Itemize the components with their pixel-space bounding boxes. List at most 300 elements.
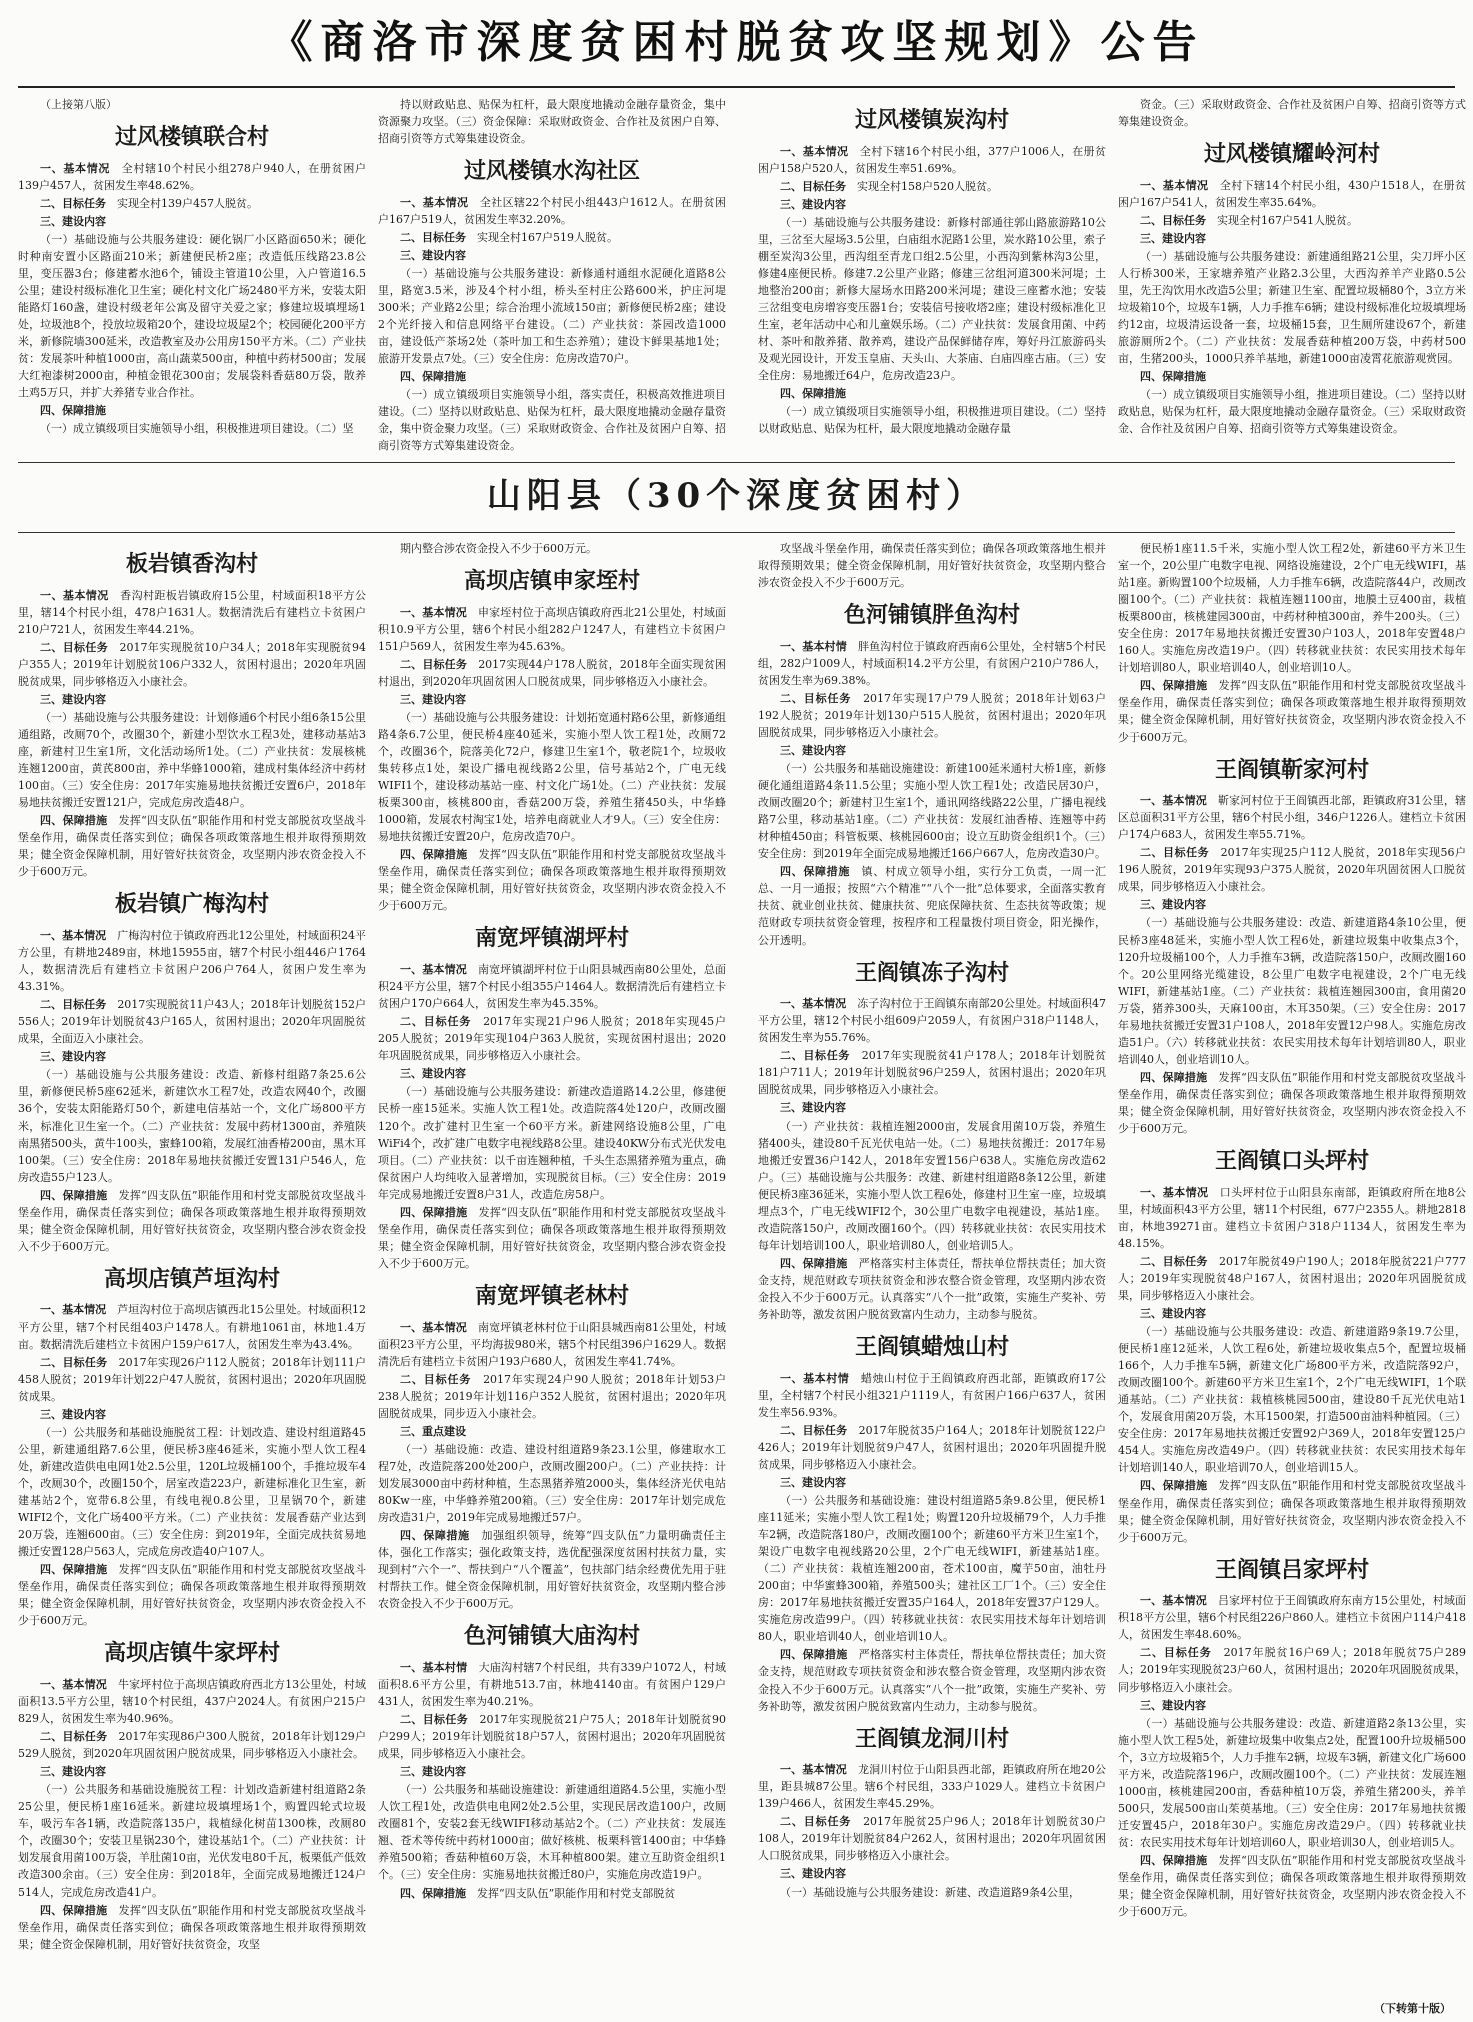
subheading: 三、建设内容	[1140, 1307, 1206, 1321]
subheading: 一、基本情况	[1140, 794, 1207, 808]
paragraph-text: 2017年实现脱贫10户34人；2018年实现脱贫94户355人；2019年计划脱贫106户332人，贫困村退出；2020年巩固脱贫成果，同步够格迈入小康社会。	[18, 640, 366, 688]
subheading: 四、保障措施	[400, 1886, 466, 1900]
paragraph-text: 攻坚战斗堡垒作用，确保责任落实到位；确保各项政策落地生根并取得预期效果；健全资金保障机制，用好管好扶贫资金，攻坚期内整合涉农资金投入不少于600万元。	[758, 542, 1106, 590]
body-paragraph	[1118, 248, 1466, 367]
body-paragraph	[18, 1424, 366, 1560]
body-paragraph	[378, 1441, 726, 1526]
subheading: 三、建设内容	[40, 1407, 106, 1421]
subheading: 三、建设内容	[780, 744, 846, 758]
body-paragraph	[378, 1083, 726, 1202]
top-column-3	[758, 96, 1106, 456]
body-paragraph	[758, 1884, 1106, 1901]
article-body	[758, 106, 1106, 437]
section-paragraph	[18, 1301, 366, 1352]
section-paragraph	[18, 213, 366, 230]
section-paragraph	[758, 1047, 1106, 1098]
subheading: 二、目标任务	[400, 1015, 472, 1029]
paragraph-text: 发挥“四支队伍”职能作用和村党支部脱贫	[477, 1886, 676, 1900]
subheading: 三、建设内容	[1140, 1698, 1206, 1712]
subheading: 二、目标任务	[780, 1815, 852, 1829]
body-paragraph	[378, 386, 726, 454]
paragraph-text: 发挥“四支队伍”职能作用和村党支部脱贫攻坚战斗堡垒作用，确保责任落实到位；确保各项政策落地生根并取得预期效果；健全资金保障机制，用好管好扶贫资金，攻坚期内涉农资金投入不少于600万元。	[378, 848, 726, 913]
paragraph-text: 实现全村139户457人脱贫。	[117, 196, 258, 210]
section-paragraph	[378, 961, 726, 1012]
section-paragraph	[18, 1187, 366, 1255]
paragraph-text: （一）基础设施与公共服务建设：计划拓宽通村路6公里，新修通组路4条6.7公里，便民桥4座40延米，实施小型人饮工程1处，改厕72个，改圈36个，院落美化72户，修建卫生室1个，敬老院1个，垃圾收集转移点1处，架设广播电视线路2公里，信号基站2个，广电无线WIFI1个，建设移动基站一座、村文化广场1处。（二）产业扶贫：发展板栗300亩，核桃800亩，香菇200万袋，养殖生猪450头，中华蜂1000箱，发展农村淘宝1处，培养电商就业人才9人。（三）安全住房：易地扶贫搬迁安置20户，危房改造70户。	[378, 710, 726, 844]
subheading: 三、建设内容	[400, 692, 466, 706]
paragraph-text: 2017年脱贫16户69人；2018年脱贫75户289人；2019年实现脱贫23户60人，贫困村退出；2020年巩固脱贫成果，同步够格迈入小康社会。	[1118, 1646, 1466, 1694]
section-rule-bottom	[18, 532, 1455, 533]
section-paragraph	[378, 1711, 726, 1762]
body-paragraph	[378, 265, 726, 367]
section-paragraph	[378, 1659, 726, 1710]
paragraph-text: 发挥“四支队伍”职能作用和村党支部脱贫攻坚战斗堡垒作用，确保责任落实到位；确保各项政策落地生根并取得预期效果；健全资金保障机制，用好管好扶贫资金，攻坚期内整合涉农资金投入不少于600万元。	[18, 1188, 366, 1253]
subheading: 四、保障措施	[40, 1563, 108, 1577]
subheading: 二、目标任务	[40, 998, 107, 1012]
section-paragraph	[18, 1728, 366, 1762]
subheading: 三、建设内容	[780, 1867, 846, 1881]
section-paragraph	[378, 1885, 726, 1902]
section-paragraph	[1118, 1069, 1466, 1137]
section-paragraph	[18, 1561, 366, 1629]
section-paragraph	[18, 639, 366, 690]
section-paragraph	[1118, 1305, 1466, 1322]
section-paragraph	[378, 1527, 726, 1612]
section-paragraph	[378, 1371, 726, 1422]
paragraph-text: 2017年实现24户90人脱贫；2018年计划53户238人脱贫；2019年计划116户352人脱贫，贫困村退出；2020年巩固脱贫成果，同步迈入小康社会。	[378, 1372, 726, 1420]
subheading: 一、基本村情	[780, 639, 847, 653]
body-paragraph	[1118, 1715, 1466, 1851]
subheading: 一、基本情况	[40, 928, 107, 942]
section-paragraph	[758, 1865, 1106, 1882]
paragraph-text: （一）基础设施与公共服务建设：改造、新修村组路7条25.6公里，新修便民桥5座62延米，新建饮水工程7处，改造农网40个，改圈36个，安装太阳能路灯50个，新建电信基站一个，文化广场800平方米，标准化卫生室一个。（二）产业扶贫：发展中药材1300亩，养殖陕南黑猪500头，黄牛100头，蜜蜂100箱，发展红油香椿200亩，黑木耳100架。（三）安全住房：2018年易地扶贫搬迁安置131户546人，危房改造55户123人。	[18, 1068, 366, 1184]
section-paragraph	[1118, 677, 1466, 745]
section-paragraph	[758, 995, 1106, 1046]
section-paragraph	[378, 368, 726, 385]
paragraph-text: （一）成立镇级项目实施领导小组，积极推进项目建设。（二）坚持以财政贴息、贴保为杠杆，最大限度地撬动金融存量	[758, 405, 1106, 436]
subheading: 一、基本情况	[780, 144, 849, 158]
paragraph-text: 发挥“四支队伍”职能作用和村党支部脱贫攻坚战斗堡垒作用，确保责任落实到位；确保各项政策落地生根并取得预期效果；健全资金保障机制，用好管好扶贫资金，攻坚期内涉农资金投入不少于600万元。	[18, 1563, 366, 1628]
top-column-4	[1118, 96, 1466, 456]
subheading: 二、目标任务	[1140, 1646, 1212, 1660]
article-body	[18, 123, 366, 437]
section-paragraph	[378, 1763, 726, 1780]
village-heading: 王阎镇靳家河村	[1214, 756, 1369, 783]
body-paragraph	[758, 1118, 1106, 1254]
paragraph-text: 加强组织领导，统筹“四支队伍”力量明确责任主体，强化工作落实；强化政策支持，选优配强深度贫困村扶贫力量，实现到村“六个一”、帮扶到户“八个覆盖”，包扶部门结余经费优先用于驻村帮扶工作。健全资金保障机制，用好管好扶贫资金，攻坚期内整合涉农资金投入不少于600万元。	[378, 1529, 726, 1611]
subheading: 四、保障措施	[780, 865, 850, 879]
paragraph-text: （一）基础设施与公共服务建设：计划修通6个村民小组6条15公里通组路，改厕70个，改圈30个，新建小型饮水工程3处，建移动基站3座，新建村卫生室1所，文化活动场所1处。（二）产业扶贫：发展核桃连翘1200亩，黄芪800亩，养中华蜂1000箱，建成村集体经济中药材100亩。（三）安全住房：2017年实施易地扶贫搬迁安置6户，2018年易地扶贫搬迁安置121户，完成危房改造48户。	[18, 710, 366, 810]
section-paragraph	[1118, 177, 1466, 211]
section-paragraph	[18, 1902, 366, 1953]
subheading: 四、保障措施	[1140, 1070, 1208, 1084]
subheading: 二、目标任务	[780, 179, 846, 193]
paragraph-text: 靳家河村位于王阎镇西北部，距镇政府31公里，辖区总面积31平方公里，辖6个村民小组，346户1226人。建档立卡贫困户174户683人，贫困发生率55.71%。	[1118, 794, 1466, 842]
subheading: 四、保障措施	[780, 1648, 848, 1662]
section-paragraph	[758, 1761, 1106, 1812]
subheading: 三、建设内容	[780, 1101, 846, 1115]
bottom-column-2	[378, 540, 726, 2010]
subheading: 一、基本情况	[400, 195, 469, 209]
subheading: 三、建设内容	[400, 1067, 466, 1081]
subheading: 一、基本情况	[1140, 178, 1209, 192]
paragraph-text: 镇、村成立领导小组，实行分工负责，一周一汇总、一月一通报；按照“六个精准”“八个一批”总体要求，全面落实教育扶贫、就业创业扶贫、健康扶贫、兜底保障扶贫、生态扶贫等政策；规范财政专项扶贫资金管理，按程序和工程量拨付项目资金，阳光操作，公开透明。	[758, 865, 1106, 947]
paragraph-text: 冻子沟村位于王阎镇东南部20公里处。村域面积47平方公里，辖12个村民小组609户2059人，有贫困户318户1148人，贫困发生率为55.76%。	[758, 997, 1106, 1045]
section-paragraph	[18, 1676, 366, 1727]
village-heading: 南宽坪镇老林村	[474, 1282, 629, 1309]
article-body	[378, 96, 726, 454]
subheading: 三、重点建设	[400, 1424, 466, 1438]
subheading: 二、目标任务	[1140, 1254, 1208, 1268]
paragraph-text: 持以财政贴息、贴保为杠杆，最大限度地撬动金融存量资金，集中资源聚力攻坚。（三）资金保障：采取财政资金、合作社及贫困户自筹、招商引资等方式筹集建设资金。	[378, 98, 726, 146]
paragraph-text: 发挥“四支队伍”职能作用和村党支部脱贫攻坚战斗堡垒作用，确保责任落实到位；确保各项政策落地生根并取得预期效果；健全资金保障机制，用好管好扶贫资金，攻坚	[18, 1903, 366, 1951]
masthead-title: 《商洛市深度贫困村脱贫攻坚规划》公告	[268, 17, 1205, 68]
subheading: 二、目标任务	[40, 196, 106, 210]
section-paragraph	[378, 1319, 726, 1370]
article-body	[378, 540, 726, 1902]
section-paragraph	[1118, 368, 1466, 385]
bottom-column-1	[18, 540, 366, 2010]
continued-from-note: （上接第八版）	[40, 98, 117, 111]
paragraph-text: （一）基础设施与公共服务建设：新建、改造道路9条4公里，	[780, 1885, 1080, 1899]
article-body	[758, 540, 1106, 1901]
paragraph-text: 2017年脱贫49户190人；2018年脱贫221户777人；2019年实现脱贫48户167人，贫困村退出；2020年巩固脱贫成果，同步够格迈入小康社会。	[1118, 1254, 1466, 1302]
subheading: 四、保障措施	[400, 370, 466, 384]
village-heading: 板岩镇香沟村	[125, 551, 258, 577]
paragraph-text: 申家垤村位于高坝店镇政府西北21公里处，村域面积10.9平方公里，辖6个村民小组282户1247人，有建档立卡贫困户151户569人，贫困发生率为45.63%。	[378, 605, 726, 653]
section-paragraph	[18, 927, 366, 995]
paragraph-text: （一）成立镇级项目实施领导小组，落实责任，积极高效推进项目建设。（二）坚持以财政贴息、贴保为杠杆，最大限度地撬动金融存量资金，集中资金聚力攻坚。（三）采取财政资金、合作社及贫困户自筹、招商引资等方式筹集建设资金。	[378, 388, 726, 453]
paragraph-text: 发挥“四支队伍”职能作用和村党支部脱贫攻坚战斗堡垒作用，确保责任落实到位；确保各项政策落地生根并取得预期效果；健全资金保障机制，用好管好扶贫资金，攻坚期内涉农资金投入不少于600万元。	[1118, 679, 1466, 744]
paragraph-text: 全村辖10个村民小组278户940人，在册贫困户139户457人，贫困发生率48.62%。	[18, 161, 366, 192]
subheading: 一、基本情况	[400, 1320, 467, 1334]
body-paragraph	[378, 709, 726, 845]
section-paragraph	[1118, 1477, 1466, 1545]
subheading: 四、保障措施	[400, 1205, 468, 1219]
subheading: 一、基本情况	[40, 588, 109, 602]
village-heading: 过风楼镇炭沟村	[854, 107, 1009, 133]
paragraph-text: 蜡烛山村位于王阎镇政府西北部，距镇政府17公里，全村辖7个村民小组321户1119人，有贫困户166户637人，贫困发生率56.93%。	[758, 1371, 1106, 1419]
section-paragraph	[1118, 1697, 1466, 1714]
section-paragraph	[18, 1406, 366, 1423]
top-column-1	[18, 96, 366, 456]
section-paragraph	[378, 229, 726, 246]
village-heading: 南宽坪镇湖坪村	[474, 925, 629, 952]
article-body	[18, 550, 366, 1953]
subheading: 四、保障措施	[400, 1529, 470, 1543]
body-paragraph	[758, 540, 1106, 591]
paragraph-text: 2017年实现脱贫41户178人；2018年计划脱贫181户711人；2019年计划脱贫96户259人，贫困村退出；2020年巩固脱贫成果，同步够格迈入小康社会。	[758, 1049, 1106, 1097]
subheading: 三、建设内容	[40, 692, 106, 706]
subheading: 一、基本村情	[400, 1660, 468, 1674]
section-paragraph	[378, 1204, 726, 1272]
paragraph-text: 2017年脱贫25户96人；2018年计划脱贫30户108人，2019年计划脱贫84户262人，贫困村退出；2020年巩固贫困人口脱贫成果，同步够格迈入小康社会。	[758, 1815, 1106, 1863]
subheading: 三、建设内容	[40, 1765, 106, 1779]
subheading: 四、保障措施	[40, 1903, 108, 1917]
paragraph-text: 便民桥1座11.5千米，实施小型人饮工程2处，新建60平方米卫生室一个，20公里广电数字电视、网络设施建设，2个广电无线WIFI，基站1座。新购置100个垃圾桶，人力手推车6辆，改造院落44户，改厕改圈100个。（二）产业扶贫：栽植连翘1100亩，地膜土豆400亩，栽植板栗800亩，核桃建园300亩，中药材种植300亩，养牛200头。（三）安全住房：2017年易地扶贫搬迁安置30户103人，2018年安置48户160人。实施危房改造19户。（四）转移就业扶贫：农民实用技术每年计划培训80人，职业培训40人，创业培训10人。	[1118, 542, 1466, 675]
subheading: 三、建设内容	[40, 1050, 106, 1064]
paragraph-text: （一）公共服务和基础设施：建设村组道路5条9.8公里，便民桥1座11延米；实施小型人饮工程1处；购置120升垃圾桶79个，人力手推车2辆，改造院落180户，改厕改圈100个；新建60平方米卫生室1个，架设广电数字电视线路20公里，2个广电无线WIFI，新建基站1座。（二）产业扶贫：栽植连翘200亩，苍术100亩，魔芋50亩，油牡丹200亩；中华蜜蜂300箱，养殖500头；建社区工厂1个。（三）安全住房：2017年易地扶贫搬迁安置35户164人，2018年安置37户129人。实施危房改造99户。（四）转移就业扶贫：农民实用技术每年计划培训80人，职业培训40人，创业培训10人。	[758, 1493, 1106, 1644]
body-paragraph	[18, 709, 366, 811]
section-paragraph	[378, 691, 726, 708]
subheading: 三、建设内容	[780, 197, 846, 211]
paragraph-text: 牛家坪村位于高坝店镇政府西北方13公里处，村域面积13.5平方公里，辖10个村民组，437户2024人。有贫困户215户829人，贫困发生率为40.96%。	[18, 1677, 366, 1726]
body-paragraph	[758, 214, 1106, 384]
village-heading: 色河铺镇大庙沟村	[463, 1623, 640, 1650]
paragraph-text: （一）基础设施与公共服务建设：新修通村通组水泥硬化道路8公里，路宽3.5米，涉及4个村小组，桥头至村庄公路600米，护庄河堤300米；产业路2公里；综合治理小流域150亩；新修便民桥2座；建设2个光纤接入和信息网络平台建设。（二）产业扶贫：茶园改造1000亩，建设低产茶场2处（茶叶加工和生态养殖）；建设卞鲜果基地1处；旅游开发景点7处。（三）安全住房：危房改造70户。	[378, 266, 726, 366]
body-paragraph	[758, 403, 1106, 437]
paragraph-text: 2017年实现17户79人脱贫；2018年计划63户192人脱贫；2019年计划130户515人脱贫，贫困村退出；2020年巩固脱贫成果，同步够格迈入小康社会。	[758, 691, 1106, 739]
paragraph-text: 广梅沟村位于镇政府西北12公里处，村域面积24平方公里，有耕地2489亩，林地15955亩，辖7个村民小组446户1764人，数据清洗后有建档立卡贫困户206户764人，贫困户发生率为43.31%。	[18, 928, 366, 994]
section-paragraph	[758, 1370, 1106, 1421]
section-paragraph	[758, 178, 1106, 195]
paragraph-text: （一）成立镇级项目实施领导小组，积极推进项目建设。（二）坚	[40, 422, 354, 436]
body-paragraph	[378, 540, 726, 557]
paragraph-text: 2017年实现25户112人脱贫，2018年实现56户196人脱贫，2019年实现93户375人脱贫，2020年巩固贫困人口脱贫成果，同步够格迈入小康社会。	[1118, 846, 1466, 894]
body-paragraph	[378, 1781, 726, 1883]
village-heading: 高坝店镇申家垤村	[463, 568, 640, 595]
paragraph-text: （一）公共服务和基础设施建设：新建通组道路4.5公里，实施小型人饮工程1处，改造供电电网2处2.5公里，实现民居改造100户，改厕改圈81个，安装2套无线WIFI移动基站2个。（二）产业扶贫：发展连翘、苍术等传统中药材1000亩；做好核桃、板栗科管1400亩；中华蜂养殖500箱；香菇种植60万袋，木耳种植800架。建立互助资金组织1个。（三）安全住房：实施易地扶贫搬迁80户，实施危房改造19户。	[378, 1783, 726, 1882]
body-paragraph	[18, 420, 366, 437]
section-paragraph	[1118, 212, 1466, 229]
section-paragraph	[378, 247, 726, 264]
paragraph-text: 发挥“四支队伍”职能作用和村党支部脱贫攻坚战斗堡垒作用，确保责任落实到位；确保各项政策落地生根并取得预期效果；健全资金保障机制，用好管好扶贫资金，攻坚期内涉农资金投入不少于600万元。	[1118, 1853, 1466, 1919]
section-paragraph	[378, 1065, 726, 1082]
section-paragraph	[758, 690, 1106, 741]
subheading: 二、目标任务	[780, 1423, 848, 1437]
subheading: 二、目标任务	[40, 1355, 108, 1369]
paragraph-text: （一）基础设施与公共服务建设：改造、新建道路2条13公里，实施小型人饮工程5处，新建垃圾集中收集点2处，配置100升垃圾桶500个，3立方垃圾箱5个，人力手推车2辆，垃圾车3辆，新建文化广场600平方米，改造院落196户，改厕改圈100个。（二）产业扶贫：发展连翘1000亩，核桃建园200亩，香菇种植10万袋，养殖生猪200头，养羊500只，发展500亩山茱萸基地。（三）安全住房：2017年易地扶贫搬迁安置45户，2018年30户。实施危房改造29户。（四）转移就业扶贫：农民实用技术每年计划培训60人，职业培训30人，创业培训5人。	[1118, 1716, 1466, 1849]
section-paragraph	[758, 638, 1106, 689]
village-heading: 王阎镇龙洞川村	[854, 1725, 1009, 1752]
top-column-2	[378, 96, 726, 456]
village-heading: 过风楼镇水沟社区	[463, 158, 640, 185]
paragraph-text: 2017实现44户178人脱贫，2018年全面实现贫困村退出，到2020年巩固贫困人口脱贫成果，同步够格迈入小康社会。	[378, 657, 726, 688]
subheading: 一、基本情况	[40, 1677, 107, 1691]
section-paragraph	[378, 1013, 726, 1064]
section-paragraph	[18, 160, 366, 194]
section-paragraph	[378, 656, 726, 690]
paragraph-text: （一）基础设施与公共服务建设：改造、新建道路9条19.7公里，便民桥1座12延米，人饮工程6处，新建垃圾收集点5个，配置垃圾桶166个，人力手推车5辆，新建文化广场800平方米，改造院落92户，改厕改圈100个。新建60平方米卫生室1个，2个广电无线WIFI，1个联通基站。（二）产业扶贫：栽植核桃园500亩，建设80千瓦光伏电站1个，发展食用菌20万袋，木耳1500架，打造500亩油料种植园。（三）安全住房：2017年易地扶贫搬迁安置92户369人，2018年安置125户454人。实施危房改造49户。（四）转移就业扶贫：农民实用技术每年计划培训140人，职业培训70人，创业培训15人。	[1118, 1325, 1466, 1475]
body-paragraph	[758, 1492, 1106, 1645]
article-body	[1118, 540, 1466, 1920]
paragraph-text: 发挥“四支队伍”职能作用和村党支部脱贫攻坚战斗堡垒作用，确保责任落实到位；确保各项政策落地生根并取得预期效果；健全资金保障机制，用好管好扶贫资金，攻坚期内整合涉农资金投入不少于600万元。	[378, 1205, 726, 1270]
section-paragraph	[18, 1048, 366, 1065]
paragraph-text: 发挥“四支队伍”职能作用和村党支部脱贫攻坚战斗堡垒作用，确保责任落实到位；确保各项政策落地生根并取得预期效果；健全资金保障机制，用好管好扶贫资金，攻坚期内涉农资金投入不少于600万元。	[18, 814, 366, 879]
subheading: 一、基本情况	[1140, 1185, 1209, 1199]
section-paragraph	[758, 143, 1106, 177]
section-paragraph	[18, 1763, 366, 1780]
body-paragraph	[1118, 96, 1466, 130]
body-paragraph	[758, 760, 1106, 862]
subheading: 一、基本情况	[40, 161, 111, 175]
section-paragraph	[758, 1255, 1106, 1323]
paragraph-text: 严格落实村主体责任，帮扶单位帮扶责任；加大资金支持，规范财政专项扶贫资金和涉农整合资金管理，攻坚期内涉农资金投入不少于600万元。认真落实“八个一批”政策，实施生产奖补、劳务补助等，激发贫困户脱贫致富内生动力，主动参与脱贫。	[758, 1648, 1106, 1713]
village-heading: 过风楼镇耀岭河村	[1203, 141, 1380, 168]
paragraph-text: 2017年脱贫35户164人；2018年计划脱贫122户426人；2019年计划脱贫9户47人，贫困村退出；2020年巩固提升脱贫成果，同步够格迈入小康社会。	[758, 1423, 1106, 1471]
paragraph-text: 实现全村167户519人脱贫。	[477, 230, 618, 244]
section-rule-top	[18, 462, 1455, 463]
section-paragraph	[1118, 896, 1466, 913]
section-paragraph	[1118, 844, 1466, 895]
section-paragraph	[758, 742, 1106, 759]
village-heading: 板岩镇广梅沟村	[114, 891, 269, 918]
subheading: 二、目标任务	[780, 691, 852, 705]
section-title: 山阳县（30个深度贫困村）	[486, 476, 987, 516]
section-paragraph	[378, 604, 726, 655]
subheading: 一、基本情况	[780, 1763, 847, 1777]
village-heading: 王阎镇冻子沟村	[854, 959, 1009, 986]
paragraph-text: （一）基础设施与公共服务建设：新建通组路21公里，尖刀坪小区人行桥300米，王家塘养殖产业路2.3公里，大西沟养羊产业路0.5公里，先王沟饮用水改造5公里；新建卫生室、配置垃圾桶80个，3立方米垃圾箱10个，垃圾车1辆，人力手推车6辆；建设村级标准化垃圾填埋场约12亩，垃圾清运设备一套，垃圾桶15套，卫生厕所建设67个，新建旅游厕所2个。（二）产业扶贫：发展香菇种植200万袋，中药材500亩，生猪200头，1000只养羊基地，新建1000亩凌霄花旅游观赏园。	[1118, 249, 1466, 366]
subheading: 二、目标任务	[1140, 213, 1206, 227]
paragraph-text: 芦垣沟村位于高坝店镇西北15公里处。村域面积12平方公里，辖7个村民组403户1478人。有耕地1061亩，林地1.4万亩。数据清洗后建档立卡贫困户159户617人，贫困发生率为43.4%。	[18, 1303, 366, 1351]
section-paragraph	[758, 1813, 1106, 1864]
subheading: 一、基本情况	[780, 997, 847, 1011]
subheading: 二、目标任务	[40, 640, 109, 654]
subheading: 一、基本村情	[780, 1371, 850, 1385]
paragraph-text: 期内整合涉农资金投入不少于600万元。	[400, 542, 597, 555]
paragraph-text: 南宽坪镇湖坪村位于山阳县城西南80公里处，总面积24平方公里，辖7个村民小组355户1464人。数据清洗后有建档立卡贫困户170户664人，贫困发生率为45.35%。	[378, 963, 726, 1011]
subheading: 三、建设内容	[40, 214, 106, 228]
section-paragraph	[758, 863, 1106, 948]
village-heading: 色河铺镇胖鱼沟村	[843, 602, 1020, 629]
subheading: 三、建设内容	[400, 1765, 466, 1779]
section-paragraph	[1118, 1253, 1466, 1304]
subheading: 二、目标任务	[400, 230, 466, 244]
body-paragraph	[1118, 540, 1466, 676]
section-paragraph	[18, 1354, 366, 1405]
body-paragraph	[18, 1066, 366, 1185]
paragraph-text: 香沟村距板岩镇政府15公里，村域面积18平方公里，辖14个村民小组，478户1631人。数据清洗后有建档立卡贫困户210户721人，贫困发生率44.21%。	[18, 588, 366, 636]
subheading: 四、保障措施	[1140, 1479, 1208, 1493]
body-paragraph	[18, 231, 366, 401]
masthead-rule	[18, 86, 1455, 88]
section-paragraph	[758, 385, 1106, 402]
paragraph-text: （一）公共服务和基础设施建设：新建100延米通村大桥1座，新修硬化通组道路4条11.5公里；实施小型人饮工程1处；改造民居30户，改厕改圈20个；新建村卫生室1个，通讯网络线路22公里，广播电视线路7公里，移动基站1座。（二）产业扶贫：发展红油香椿、连翘等中药材种植450亩；科管板栗、核桃园600亩；设立互助资金组织1个。（三）安全住房：到2019年全面完成易地搬迁166户667人，危房改造30户。	[758, 762, 1106, 861]
subheading: 一、基本情况	[400, 963, 467, 977]
paragraph-text: （一）成立镇级项目实施领导小组，推进项目建设。（二）坚持以财政贴息，贴保为杠杆，最大限度地撬动金融存量资金。（三）采取财政资金、合作社及贫困户自筹、招商引资等方式筹集建设资金。	[1118, 388, 1466, 436]
section-paragraph	[758, 1099, 1106, 1116]
paragraph-text: 2017年实现21户96人脱贫；2018年实现45户205人脱贫；2019年实现104户363人脱贫，实现贫困村退出；2020年巩固脱贫成果，同步够格迈入小康社会。	[378, 1015, 726, 1063]
subheading: 一、基本情况	[400, 605, 467, 619]
paragraph-text: （一）公共服务和基础设施脱贫工程：计划改造新建村组道路2条25公里，便民桥1座16延米。新建垃圾填埋场1个，购置四轮式垃圾车，吸污车各1辆，改造院落135户，栽植绿化树苗1300株，改厕80个，改圈30个；安装卫星锅230个，建设基站1个。（二）产业扶贫：计划发展食用菌100万袋，羊肚菌10亩，光伏发电80千瓦，板栗低产低效改造300余亩。（三）安全住房：到2018年，全面完成易地搬迁124户514人，完成危房改造41户。	[18, 1783, 366, 1899]
section-paragraph	[1118, 230, 1466, 247]
subheading: 三、建设内容	[1140, 231, 1206, 245]
section-paragraph	[1118, 1184, 1466, 1252]
paragraph-text: 口头坪村位于山阳县东南部，距镇政府所在地8公里，村域面积43平方公里，辖11个村民组，677户2355人。耕地2818亩，林地39271亩。建档立卡贫困户318户1134人，贫困发生率为48.15%。	[1118, 1185, 1466, 1250]
section-paragraph	[18, 996, 366, 1047]
subheading: 四、保障措施	[1140, 1853, 1208, 1867]
paragraph-text: 实现全村158户520人脱贫。	[857, 179, 998, 193]
body-paragraph	[1118, 1323, 1466, 1476]
subheading: 二、目标任务	[400, 1372, 472, 1386]
section-paragraph	[758, 1646, 1106, 1714]
paragraph-text: （一）公共服务和基础设施脱贫工程：计划改造、建设村组道路45公里，新建通组路7.6公里，便民桥3座46延米，实施小型人饮工程4处，新建改造供电电网1处2.5公里，120L垃圾桶100个，手推垃圾车4个，改厕30个，改圈150个，居室改造223户，新建标准化卫生室，新建基站2个，宽带6.8公里，有线电视0.8公里，卫星锅70个，新建WIFI2个，文化广场400平方米。（二）产业扶贫：发展香菇产业达到20万袋，连翘600亩。（三）安全住房：到2019年，全面完成扶贫易地搬迁安置128户563人，完成危房改造40户107人。	[18, 1425, 366, 1559]
subheading: 二、目标任务	[400, 657, 468, 671]
subheading: 四、保障措施	[780, 387, 846, 401]
subheading: 三、建设内容	[780, 1475, 846, 1489]
paragraph-text: 严格落实村主体责任，帮扶单位帮扶责任；加大资金支持，规范财政专项扶贫资金和涉农整合资金管理，攻坚期内涉农资金投入不少于600万元。认真落实“八个一批”政策，实施生产奖补、劳务补助等，激发贫困户脱贫致富内生动力，主动参与脱贫。	[758, 1256, 1106, 1322]
paragraph-text: （一）基础设施与公共服务建设：新修村部通往郭山路旅游路10公里，三岔至大屋场3.5公里，白庙组水泥路1公里，炭水路10公里，索子棚至炭沟3公里，西沟组至青龙口组2.5公里，小西沟到紫林沟3公里，修建4座便民桥。修建7.2公里产业路；修建三岔组河道300米河堤；土地整治200亩；新修大屋场水田路200米河堤；建设三座蓄水池；安装三岔组变电房增容变压器1台；安装信号接收塔2座；建设村级标准化卫生室，老年活动中心和儿童娱乐场。（二）产业扶贫：发展食用菌、中药材、茶叶和散养猪、散养鸡，建设产品保鲜储存库，筹好丹江旅游码头及观光园设计，开发玉皇庙、天头山、大茶庙、白庙四座古庙。（三）安全住房：易地搬迁64户，危房改造23户。	[758, 215, 1106, 383]
paragraph-text: 2017年实现86户300人脱贫，2018年计划129户529人脱贫，到2020年巩固贫困户脱贫成果，同步够格迈入小康社会。	[18, 1730, 366, 1761]
subheading: 四、保障措施	[40, 404, 106, 418]
continued-to-note: （下转第十版）	[1374, 2002, 1451, 2015]
village-heading: 王阎镇吕家坪村	[1214, 1556, 1369, 1583]
section-paragraph	[18, 402, 366, 419]
body-paragraph	[1118, 914, 1466, 1067]
subheading: 二、目标任务	[780, 1049, 851, 1063]
section-paragraph	[18, 691, 366, 708]
section-paragraph	[18, 587, 366, 638]
paragraph-text: （一）基础设施与公共服务建设：改造、新建道路4条10公里，便民桥3座48延米，实施小型人饮工程6处，新建垃圾集中收集点3个，120升垃圾桶100个，人力手推车3辆，改造院落150户，改厕改圈160个。20公里网络光缆建设，8公里广电数字电视建设，2个广电无线WIFI，新建基站1座。（二）产业扶贫：栽植连翘园300亩，食用菌20万袋，猪养300头，天麻100亩，木耳350架。（三）安全住房：2017年易地扶贫搬迁安置31户108人，2018年安置12户98人。实施危房改造51户。（六）转移就业扶贫：农民实用技术每年计划培训80人，职业培训40人，创业培训10人。	[1118, 916, 1466, 1066]
subheading: 二、目标任务	[40, 1730, 108, 1744]
body-paragraph	[1118, 386, 1466, 437]
paragraph-text: 资金。（三）采取财政资金、合作社及贫困户自筹、招商引资等方式筹集建设资金。	[1118, 98, 1466, 129]
subheading: 三、建设内容	[1140, 898, 1206, 912]
article-body	[1118, 96, 1466, 437]
paragraph-text: 发挥“四支队伍”职能作用和村党支部脱贫攻坚战斗堡垒作用，确保责任落实到位；确保各项政策落地生根并取得预期效果；健全资金保障机制，用好管好扶贫资金，攻坚期内涉农资金投入不少于600万元。	[1118, 1070, 1466, 1136]
section-paragraph	[378, 1423, 726, 1440]
paragraph-text: 2017实现脱贫11户43人；2018年计划脱贫152户556人；2019年计划脱贫43户165人，贫困村退出；2020年巩固脱贫成果，全面迈入小康社会。	[18, 998, 366, 1046]
body-paragraph	[18, 1781, 366, 1900]
paragraph-text: 龙洞川村位于山阳县西北部，距镇政府所在地20公里，距县城87公里。辖6个村民组，333户1029人。建档立卡贫困户139户466人，贫困发生率45.29%。	[758, 1763, 1106, 1811]
subheading: 二、目标任务	[400, 1713, 469, 1727]
subheading: 四、保障措施	[40, 814, 108, 828]
paragraph-text: （一）基础设施与公共服务建设：新建改造道路14.2公里，修建便民桥一座15延米。实施人饮工程1处。改造院落4处120户，改厕改圈120个。改扩建村卫生室一个60平方米。新建网络设施8公里，广电WiFi4个，改扩建广电数字电视线路8公里。建设40KW分布式光伏发电项目。（二）产业扶贫：以千亩连翘种植，千头生态黑猪养殖为重点，确保贫困户人均纯收入显著增加，实现脱贫目标。（三）安全住房：2019年完成易地搬迁安置8户31人，改造危房58户。	[378, 1085, 726, 1201]
subheading: 四、保障措施	[40, 1188, 108, 1202]
paragraph-text: 胖鱼沟村位于镇政府西南6公里处，全村辖5个村民组，282户1009人，村域面积14.2平方公里，有贫困户210户786人，贫困发生率为69.38%。	[758, 639, 1106, 687]
paragraph-text: 实现全村167户541人脱贫。	[1217, 213, 1358, 227]
section-paragraph	[378, 194, 726, 228]
section-paragraph	[758, 1422, 1106, 1473]
paragraph-text: （一）基础设施：改造、建设村组道路9条23.1公里，修建取水工程7处，改造院落200处200户，改厕改圈200户。（二）产业扶持：计划发展3000亩中药材种植，生态黑猪养殖2000头，集体经济光伏电站80Kw一座，中华蜂养殖200箱。（三）安全住房：2017年计划完成危房改造31户，2019年完成易地搬迁57户。	[378, 1442, 726, 1525]
subheading: 四、保障措施	[1140, 370, 1206, 384]
subheading: 三、建设内容	[400, 248, 466, 262]
subheading: 四、保障措施	[780, 1256, 848, 1270]
paragraph-text: （一）产业扶贫：栽植连翘2000亩，发展食用菌10万袋，养殖生猪400头，建设80千瓦光伏电站一处。（二）易地扶贫搬迁：2017年易地搬迁安置36户142人，2018年安置156户638人。实施危房改造62户。（三）基础设施与公共服务：改建、新建村组道路8条12公里，新建便民桥3座36延米，实施小型人饮工程6处，修建村卫生室一座，垃圾填埋点3个，广电无线WIFI2个，30公里广电数字电视建设，基站1座。改造院落150户，改厕改圈160个。（四）转移就业扶贫：农民实用技术每年计划培训100人，职业培训80人，创业培训5人。	[758, 1119, 1106, 1252]
section-paragraph	[18, 812, 366, 880]
section-paragraph	[378, 846, 726, 914]
section-paragraph	[1118, 1852, 1466, 1920]
village-heading: 高坝店镇牛家坪村	[103, 1640, 280, 1667]
bottom-column-3	[758, 540, 1106, 2010]
village-heading: 过风楼镇联合村	[114, 124, 269, 151]
paragraph-text: 大庙沟村辖7个村民组，共有339户1072人，村域面积8.6平方公里，有耕地513.7亩，林地4140亩。有贫困户129户431人，贫困发生率为40.21%。	[378, 1660, 726, 1708]
section-paragraph	[1118, 1644, 1466, 1695]
subheading: 四、保障措施	[400, 848, 468, 862]
section-paragraph	[758, 1474, 1106, 1491]
subheading: 二、目标任务	[1140, 846, 1210, 860]
village-heading: 王阎镇口头坪村	[1214, 1148, 1369, 1175]
paragraph-text: （一）基础设施与公共服务建设：硬化锅厂小区路面650米；硬化时种南安置小区路面210米；新建便民桥2座；改造低压线路23.8公里，变压器3台；修建蓄水池6个，铺设主管道10公里，入户管道16.5公里；建设村级标准化卫生室；硬化村文化广场2480平方米，安装太阳能路灯160盏，建设村级老年公寓及留守关爱之家；修建垃圾填埋场1处，垃圾池8个，投放垃圾箱20个，建设垃圾屋2个；校园硬化200平方米，新修院墙300延米，改造教室及办公用房150平方米。（二）产业扶贫：发展茶叶种植1000亩，高山蔬菜500亩，种植中药材500亩；发展大红袍漆树2000亩，种植金银花300亩；发展袋料香菇80万袋，散养土鸡5万只，并扩大养猪专业合作社。	[18, 232, 366, 400]
paragraph-text: 发挥“四支队伍”职能作用和村党支部脱贫攻坚战斗堡垒作用，确保责任落实到位；确保各项政策落地生根并取得预期效果；健全资金保障机制，用好管好扶贫资金，攻坚期内涉农资金投入不少于600万元。	[1118, 1479, 1466, 1544]
subheading: 一、基本情况	[1140, 1594, 1207, 1608]
paragraph-text: 全村下辖16个村民小组，377户1006人，在册贫困户158户520人，贫困发生率51.69%。	[758, 144, 1106, 175]
subheading: 四、保障措施	[1140, 679, 1208, 693]
paragraph-text: 2017年实现脱贫21户75人；2018年计划脱贫90户299人；2019年计划脱贫18户57人，贫困村退出；2020年巩固脱贫成果，同步够格迈入小康社会。	[378, 1713, 726, 1761]
section-paragraph	[1118, 1592, 1466, 1643]
paragraph-text: 全村下辖14个村民小组，430户1518人，在册贫困户167户541人，贫困发生率35.64%。	[1118, 178, 1466, 209]
village-heading: 高坝店镇芦垣沟村	[103, 1265, 280, 1292]
body-paragraph	[378, 96, 726, 147]
paragraph-text: 南宽坪镇老林村位于山阳县城西南81公里处，村域面积23平方公里，平均海拔980米，辖5个村民组396户1629人。数据清洗后有建档立卡贫困户193户680人，贫困发生率41.74%。	[378, 1320, 726, 1368]
paragraph-text: 吕家坪村位于王阎镇政府东南方15公里处，村域面积18平方公里，辖6个村民组226户860人。建档立卡贫困户114户418人，贫困发生率48.60%。	[1118, 1594, 1466, 1642]
paragraph-text: 2017年实现26户112人脱贫；2018年计划111户458人脱贫；2019年计划22户47人脱贫，贫困村退出；2020年巩固脱贫成果。	[18, 1355, 366, 1403]
bottom-column-4	[1118, 540, 1466, 2010]
paragraph-text: 全社区辖22个村民小组443户1612人。在册贫困户167户519人，贫困发生率32.20%。	[378, 195, 726, 226]
section-paragraph	[1118, 792, 1466, 843]
section-paragraph	[18, 195, 366, 212]
